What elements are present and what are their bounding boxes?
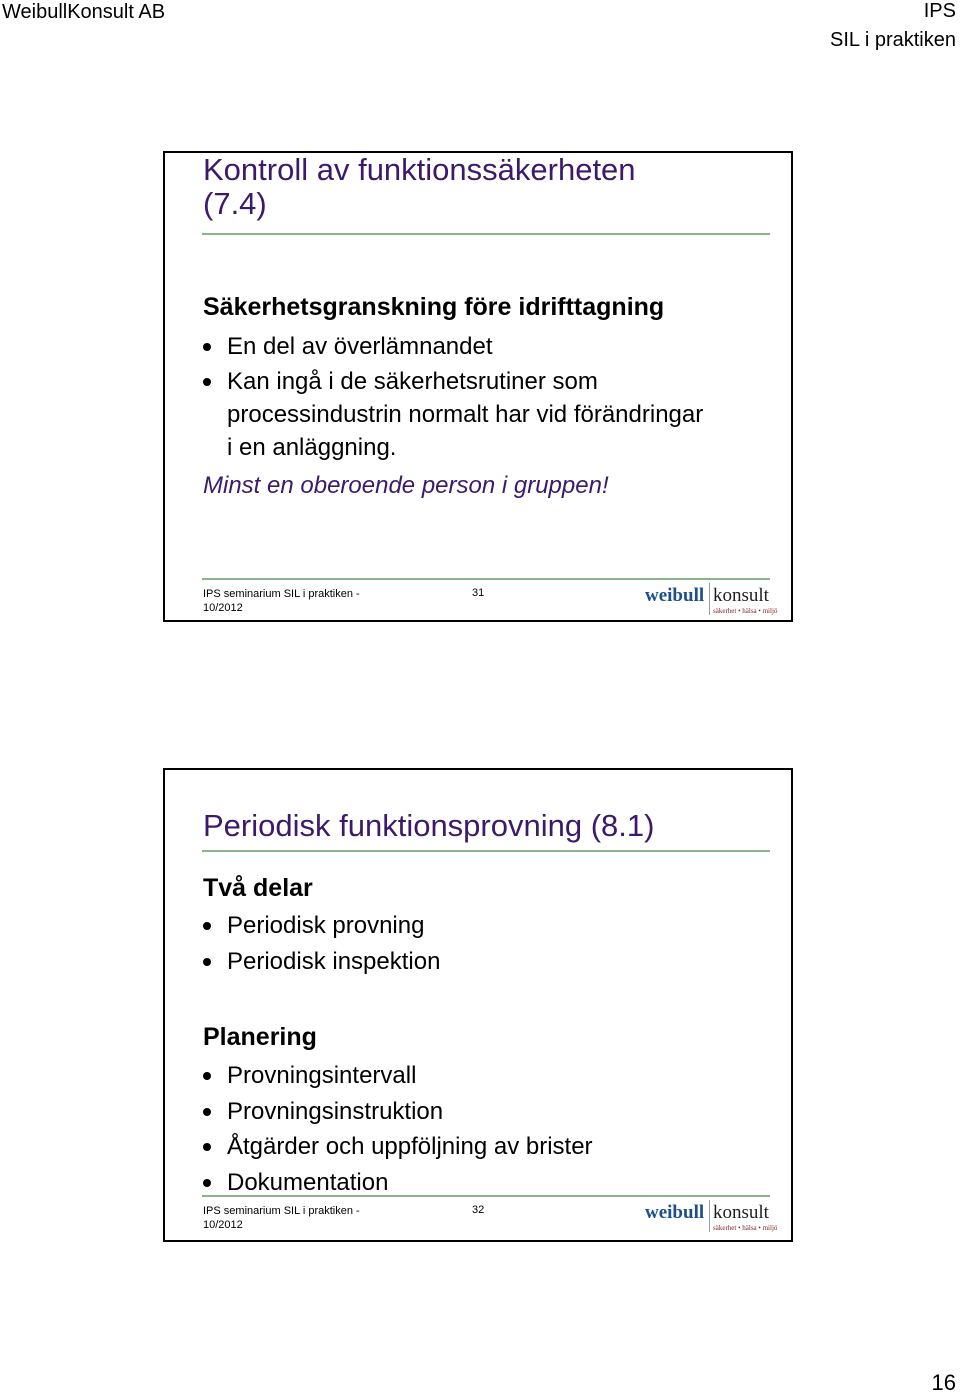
bullet-icon — [203, 1179, 211, 1187]
document-header-company: WeibullKonsult AB — [2, 1, 166, 23]
title-divider — [202, 850, 770, 852]
bullet-icon — [203, 958, 211, 966]
footer-label: IPS seminarium SIL i praktiken - — [203, 588, 360, 600]
list-item: Dokumentation — [203, 1165, 593, 1201]
bullet-list — [203, 1058, 593, 1200]
bullet-list — [203, 329, 703, 464]
list-item-continuation: i en anläggning. — [227, 433, 397, 461]
bullet-icon — [203, 1143, 211, 1151]
slide-title-line2: (7.4) — [203, 186, 267, 221]
list-item: Provningsintervall — [203, 1058, 593, 1094]
document-header-title — [830, 0, 956, 58]
slide-footer — [203, 587, 360, 615]
footer-date: 10/2012 — [203, 1219, 243, 1231]
list-item: En del av överlämnandet — [203, 329, 703, 365]
bullet-icon — [203, 378, 211, 386]
bullet-icon — [203, 1108, 211, 1116]
slide-footer — [203, 1204, 360, 1232]
slide-number: 32 — [472, 1204, 485, 1216]
list-item: Periodisk provning — [203, 908, 440, 944]
document-header-line2: SIL i praktiken — [830, 29, 956, 51]
footer-divider — [202, 1195, 770, 1197]
bullet-icon — [203, 1072, 211, 1080]
list-item: Periodisk inspektion — [203, 944, 440, 980]
emphasis-note: Minst en oberoende person i gruppen! — [203, 472, 609, 499]
list-item: Åtgärder och uppföljning av brister — [203, 1129, 593, 1165]
footer-label: IPS seminarium SIL i praktiken - — [203, 1205, 360, 1217]
bullet-icon — [203, 343, 211, 351]
weibull-konsult-logo: weibull konsult säkerhet • hälsa • miljö — [645, 585, 778, 615]
slide-title — [203, 153, 636, 221]
section-heading: Planering — [203, 1023, 317, 1051]
footer-date: 10/2012 — [203, 602, 243, 614]
list-item: Kan ingå i de säkerhetsrutiner som — [203, 365, 703, 398]
bullet-icon — [203, 922, 211, 930]
weibull-konsult-logo: weibull konsult säkerhet • hälsa • miljö — [645, 1202, 778, 1232]
section-heading: Två delar — [203, 874, 313, 902]
bullet-list — [203, 908, 440, 979]
footer-divider — [202, 578, 770, 580]
section-heading: Säkerhetsgranskning före idrifttagning — [203, 293, 665, 321]
slide-31 — [163, 151, 793, 622]
slide-title-line1: Kontroll av funktionssäkerheten — [203, 152, 636, 187]
list-item-continuation: processindustrin normalt har vid förändringar — [227, 400, 704, 428]
page-number: 16 — [931, 1370, 956, 1395]
document-header-line1: IPS — [923, 0, 956, 22]
title-divider — [202, 233, 770, 235]
slide-title: Periodisk funktionsprovning (8.1) — [203, 808, 655, 843]
slide-32 — [163, 768, 793, 1242]
slide-number: 31 — [472, 587, 485, 599]
list-item: Provningsinstruktion — [203, 1094, 593, 1130]
